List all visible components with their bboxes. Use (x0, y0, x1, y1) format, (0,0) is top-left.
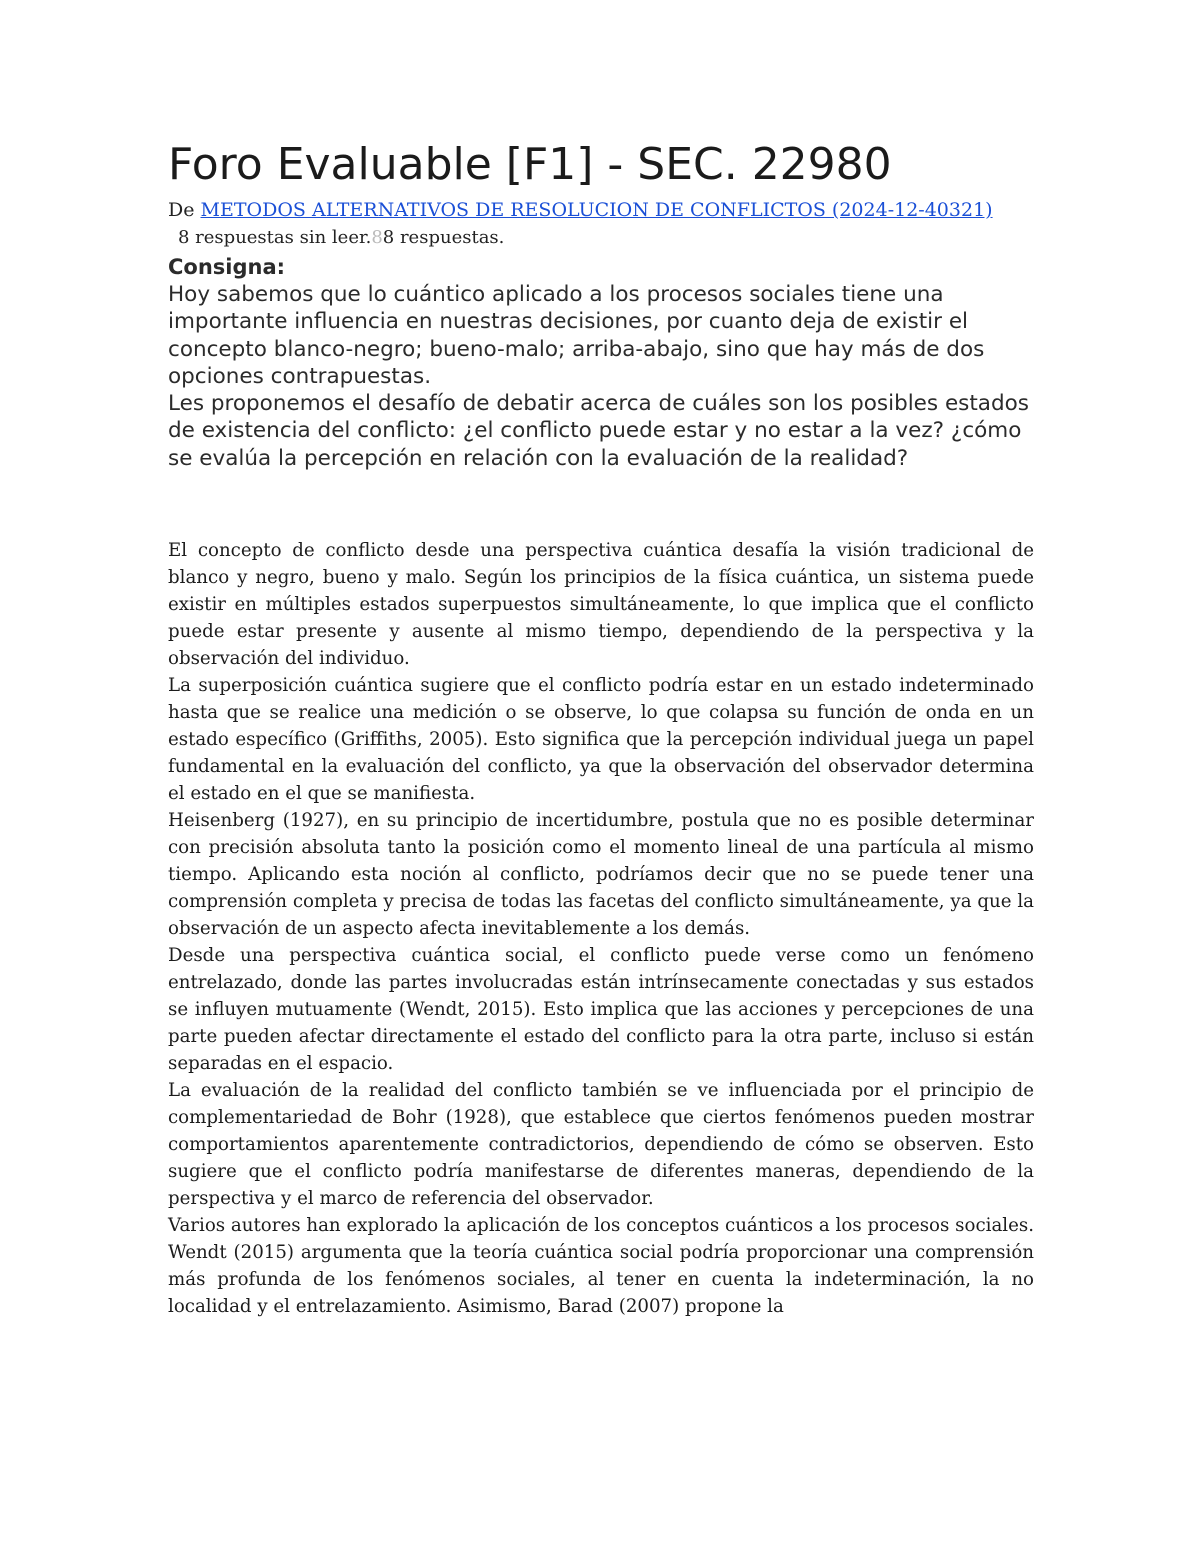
course-line (168, 196, 1034, 224)
unread-badge: 8 (371, 227, 383, 248)
answer-paragraph: El concepto de conflicto desde una perspectiva cuántica desafía la visión tradicional de blanco y negro, bueno y malo. Según los principios de la física cuántica, un sistema puede existir en múltiples estados superpuestos simultáneamente, lo que implica que el conflicto puede estar presente y ausente al mismo tiempo, dependiendo de la perspectiva y la observación del individuo. (168, 540, 1034, 670)
consigna-label: Consigna: (168, 255, 286, 279)
prompt-block (168, 281, 1034, 472)
document-page (168, 138, 1034, 1320)
course-link[interactable]: METODOS ALTERNATIVOS DE RESOLUCION DE CONFLICTOS (2024-12-40321) (200, 199, 993, 221)
reply-counts (168, 224, 1034, 252)
answer-paragraph: Varios autores han explorado la aplicación de los conceptos cuánticos a los procesos sociales. Wendt (2015) argumenta que la teoría cuántica social podría proporcionar una comprensión más profunda de los fenómenos sociales, al tener en cuenta la indeterminación, la no localidad y el entrelazamiento. Asimismo, Barad (2007) propone la (168, 1215, 1034, 1318)
answer-paragraph: La evaluación de la realidad del conflicto también se ve influenciada por el principio de complementariedad de Bohr (1928), que establece que ciertos fenómenos pueden mostrar comportamientos aparentemente contradictorios, dependiendo de cómo se observen. Esto sugiere que el conflicto podría manifestarse de diferentes maneras, dependiendo de la perspectiva y el marco de referencia del observador. (168, 1080, 1034, 1210)
answer-body (168, 537, 1034, 1320)
prompt-paragraph: Hoy sabemos que lo cuántico aplicado a los procesos sociales tiene una importante influencia en nuestras decisiones, por cuanto deja de existir el concepto blanco-negro; bueno-malo; arriba-abajo, sino que hay más de dos opciones contrapuestas. (168, 282, 985, 389)
total-count[interactable]: 8 respuestas. (382, 227, 505, 248)
from-prefix: De (168, 199, 201, 221)
answer-paragraph: Heisenberg (1927), en su principio de incertidumbre, postula que no es posible determinar con precisión absoluta tanto la posición como el momento lineal de una partícula al mismo tiempo. Aplicando esta noción al conflicto, podríamos decir que no se puede tener una comprensión completa y precisa de todas las facetas del conflicto simultáneamente, ya que la observación de un aspecto afecta inevitablemente a los demás. (168, 810, 1034, 940)
answer-paragraph: Desde una perspectiva cuántica social, el conflicto puede verse como un fenómeno entrelazado, donde las partes involucradas están intrínsecamente conectadas y sus estados se influyen mutuamente (Wendt, 2015). Esto implica que las acciones y percepciones de una parte pueden afectar directamente el estado del conflicto para la otra parte, incluso si están separadas en el espacio. (168, 945, 1034, 1075)
prompt-paragraph: Les proponemos el desafío de debatir acerca de cuáles son los posibles estados de existencia del conflicto: ¿el conflicto puede estar y no estar a la vez? ¿cómo se evalúa la percepción en relación con la evaluación de la realidad? (168, 391, 1029, 471)
answer-paragraph: La superposición cuántica sugiere que el conflicto podría estar en un estado indeterminado hasta que se realice una medición o se observe, lo que colapsa su función de onda en un estado específico (Griffiths, 2005). Esto significa que la percepción individual juega un papel fundamental en la evaluación del conflicto, ya que la observación del observador determina el estado en el que se manifiesta. (168, 675, 1034, 805)
page-title: Foro Evaluable [F1] - SEC. 22980 (168, 139, 892, 190)
unread-count[interactable]: 8 respuestas sin leer. (178, 227, 372, 248)
